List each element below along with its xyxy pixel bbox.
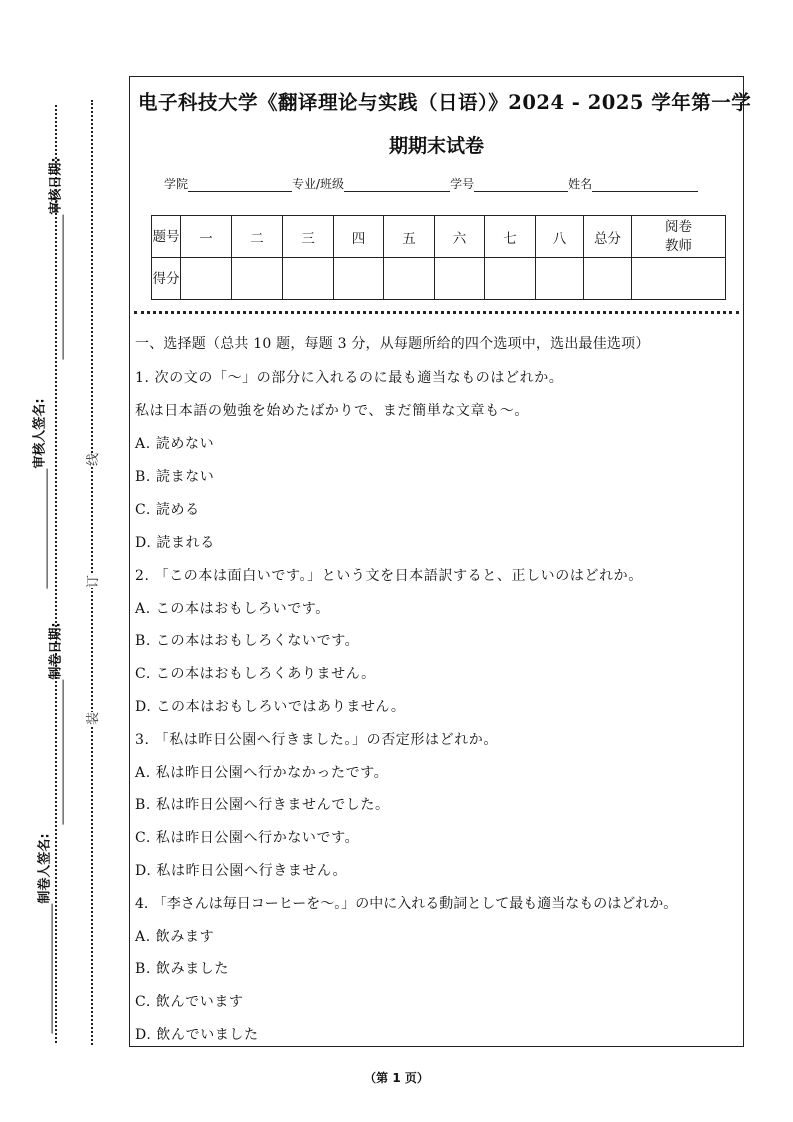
name-label: 姓名 [568, 177, 593, 191]
question-2-option-b: B. この本はおもしろくないです。 [135, 633, 360, 649]
score-col-3: 三 [283, 216, 334, 258]
college-blank [188, 178, 292, 192]
question-3-option-c: C. 私は昨日公園へ行かないです。 [135, 830, 360, 846]
reviewer-sign-field [29, 398, 48, 590]
question-1-option-a: A. 読めない [135, 436, 215, 452]
score-cell[interactable] [536, 258, 584, 300]
question-4-option-c: C. 飲んでいます [135, 994, 244, 1010]
bind-mark-ding: 订 [80, 575, 103, 588]
exam-frame [129, 76, 752, 1047]
score-table [151, 215, 726, 300]
score-col-total: 总分 [584, 216, 632, 258]
maker-date-field [45, 622, 64, 826]
score-col-4: 四 [334, 216, 384, 258]
score-cell[interactable] [334, 258, 384, 300]
student-id-blank [474, 178, 568, 192]
score-cell[interactable] [435, 258, 485, 300]
bind-mark-line: 线 [80, 453, 103, 466]
question-1-sentence: 私は日本語の勉強を始めたばかりで、まだ簡単な文章も～。 [135, 403, 529, 419]
question-3-option-d: D. 私は昨日公園へ行きません。 [135, 863, 348, 879]
dotted-line-right [91, 100, 93, 1045]
question-3-option-b: B. 私は昨日公園へ行きませんでした。 [135, 797, 390, 813]
question-1-option-d: D. 読まれる [135, 535, 215, 551]
question-2-option-d: D. この本はおもしろいではありません。 [135, 699, 406, 715]
bind-mark-zhuang: 装 [80, 712, 103, 725]
section-divider [134, 311, 739, 314]
question-1-option-b: B. 読まない [135, 469, 215, 485]
section1-heading: 一、选择题（总共 10 题，每题 3 分，从每题所给的四个选项中，选出最佳选项） [135, 336, 650, 352]
page-number: （第 1 页） [364, 1071, 429, 1085]
score-col-1: 一 [181, 216, 232, 258]
score-cell[interactable] [181, 258, 232, 300]
review-date-label: 审核日期: [48, 157, 64, 215]
score-cell[interactable] [485, 258, 536, 300]
reviewer-sign-label: 审核人签名: [32, 398, 48, 469]
exam-title-line2: 期期末试卷 [388, 135, 484, 157]
name-blank [592, 178, 698, 192]
student-info-row [164, 175, 698, 192]
question-1-stem: 1. 次の文の「～」の部分に入れるのに最も適当なものはどれか。 [135, 370, 564, 386]
score-col-grader: 阅卷教师 [632, 216, 726, 258]
score-col-8: 八 [536, 216, 584, 258]
score-col-6: 六 [435, 216, 485, 258]
question-2-option-a: A. この本はおもしろいです。 [135, 601, 330, 617]
score-table-score-row [152, 258, 726, 300]
question-1-option-c: C. 読める [135, 502, 200, 518]
score-cell-total[interactable] [584, 258, 632, 300]
score-cell[interactable] [384, 258, 435, 300]
score-table-header-row [152, 216, 726, 258]
major-blank [344, 178, 450, 192]
score-col-5: 五 [384, 216, 435, 258]
question-3-stem: 3. 「私は昨日公園へ行きました。」の否定形はどれか。 [135, 732, 499, 748]
student-id-label: 学号 [450, 177, 475, 191]
maker-date-label: 制卷日期: [48, 622, 64, 680]
question-2-stem: 2. 「この本は面白いです。」という文を日本語訳すると、正しいのはどれか。 [135, 568, 643, 584]
question-4-option-d: D. 飲んでいました [135, 1027, 259, 1043]
review-date-field [45, 157, 64, 361]
score-cell[interactable] [283, 258, 334, 300]
score-col-7: 七 [485, 216, 536, 258]
exam-title-line1: 电子科技大学《翻译理论与实践（日语）》2024 - 2025 学年第一学 [138, 91, 752, 114]
question-4-option-a: A. 飲みます [135, 929, 215, 945]
question-2-option-c: C. この本はおもしろくありません。 [135, 666, 376, 682]
score-cell-grader[interactable] [632, 258, 726, 300]
score-col-2: 二 [232, 216, 283, 258]
question-3-option-a: A. 私は昨日公園へ行かなかったです。 [135, 765, 389, 781]
score-head-score: 得分 [152, 258, 181, 300]
score-head-question: 题号 [152, 216, 181, 258]
question-4-stem: 4. 「李さんは毎日コーヒーを～。」の中に入れる動詞として最も適当なものはどれか。 [135, 896, 678, 912]
maker-sign-field [34, 833, 53, 1035]
score-cell[interactable] [232, 258, 283, 300]
college-label: 学院 [164, 177, 189, 191]
maker-sign-label: 制卷人签名: [37, 833, 53, 904]
major-label: 专业/班级 [292, 177, 345, 191]
question-4-option-b: B. 飲みました [135, 961, 229, 977]
